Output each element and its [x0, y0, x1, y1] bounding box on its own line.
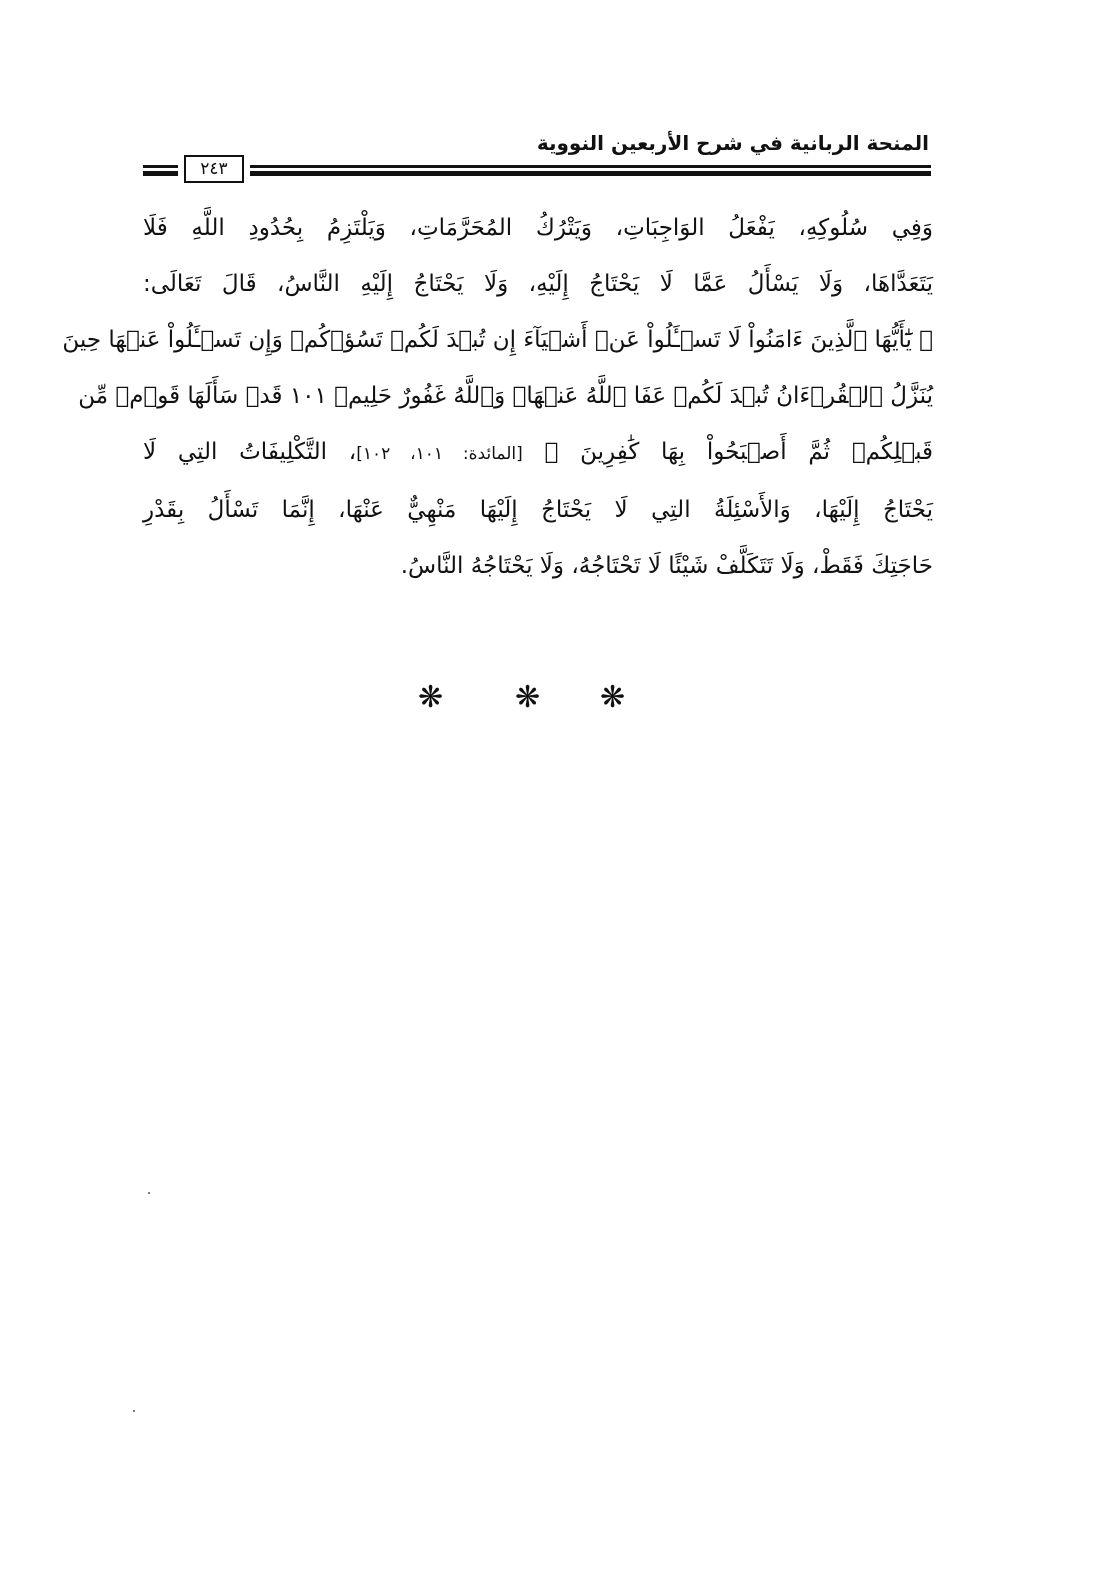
section-divider: [400, 680, 700, 720]
asterism-icon: ❋: [600, 680, 626, 715]
body-line-6: يَحْتَاجُ إِلَيْهَا، وَالأَسْئِلَةُ التِي لَا يَحْتَاجُ إِلَيْهَا مَنْهِيٌّ عَنْهَا، إِنَّمَا تَسْأَلُ بِقَدْرِ: [143, 497, 933, 523]
body-line-2: يَتَعَدَّاهَا، وَلَا يَسْأَلُ عَمَّا لَا يَحْتَاجُ إِلَيْهِ، وَلَا يَحْتَاجُ إِلَيْهِ النَّاسُ، قَالَ تَعَالَى:: [143, 271, 933, 297]
running-title: المنحة الربانية في شرح الأربعين النووية: [536, 131, 929, 155]
header-rule-short-thin: [143, 165, 178, 168]
quran-verse-line-1: ﴿ يَٰٓأَيُّهَا ٱلَّذِينَ ءَامَنُواْ لَا تَسۡـَٔلُواْ عَنۡ أَشۡيَآءَ إِن تُبۡدَ لَكُمۡ تَسُؤۡكُمۡ وَإِن تَسۡـَٔلُواْ عَنۡهَا حِينَ: [62, 327, 933, 353]
body-line-5-continuation: ، التَّكْلِيفَاتُ التِي لَا: [143, 439, 357, 465]
body-line-1: وَفِي سُلُوكِهِ، يَفْعَلُ الوَاجِبَاتِ، وَيَتْرُكُ المُحَرَّمَاتِ، وَيَلْتَزِمُ بِحُدُودِ اللَّهِ فَلَا: [143, 215, 933, 241]
body-text: [62, 200, 934, 594]
verse-citation: [المائدة: ١٠١، ١٠٢]: [356, 444, 523, 464]
quran-verse-line-2: يُنَزَّلُ ٱلۡقُرۡءَانُ تُبۡدَ لَكُمۡ عَفَا ٱللَّهُ عَنۡهَاۗ وَٱللَّهُ غَفُورٌ حَلِيمٞ ١٠١ قَدۡ سَأَلَهَا قَوۡمٞ مِّن: [78, 383, 933, 409]
quran-verse-end: قَبۡلِكُمۡ ثُمَّ أَصۡبَحُواْ بِهَا كَٰفِرِينَ ﴾: [544, 439, 934, 465]
header-rule-thin: [250, 165, 931, 168]
scan-speck: [148, 1192, 150, 1194]
header-rule-thick: [250, 171, 931, 176]
asterism-icon: ❋: [515, 680, 541, 715]
quran-verse-line-3: [143, 424, 933, 482]
asterism-icon: ❋: [418, 680, 444, 715]
page-number: ٢٤٣: [184, 155, 244, 183]
body-line-7: حَاجَتِكَ فَقَطْ، وَلَا تَتَكَلَّفْ شَيْئًا لَا تَحْتَاجُهُ، وَلَا يَحْتَاجُهُ النَّاسُ.: [400, 553, 933, 579]
scan-speck: [133, 1410, 135, 1412]
header-rule-short-thick: [143, 171, 178, 176]
